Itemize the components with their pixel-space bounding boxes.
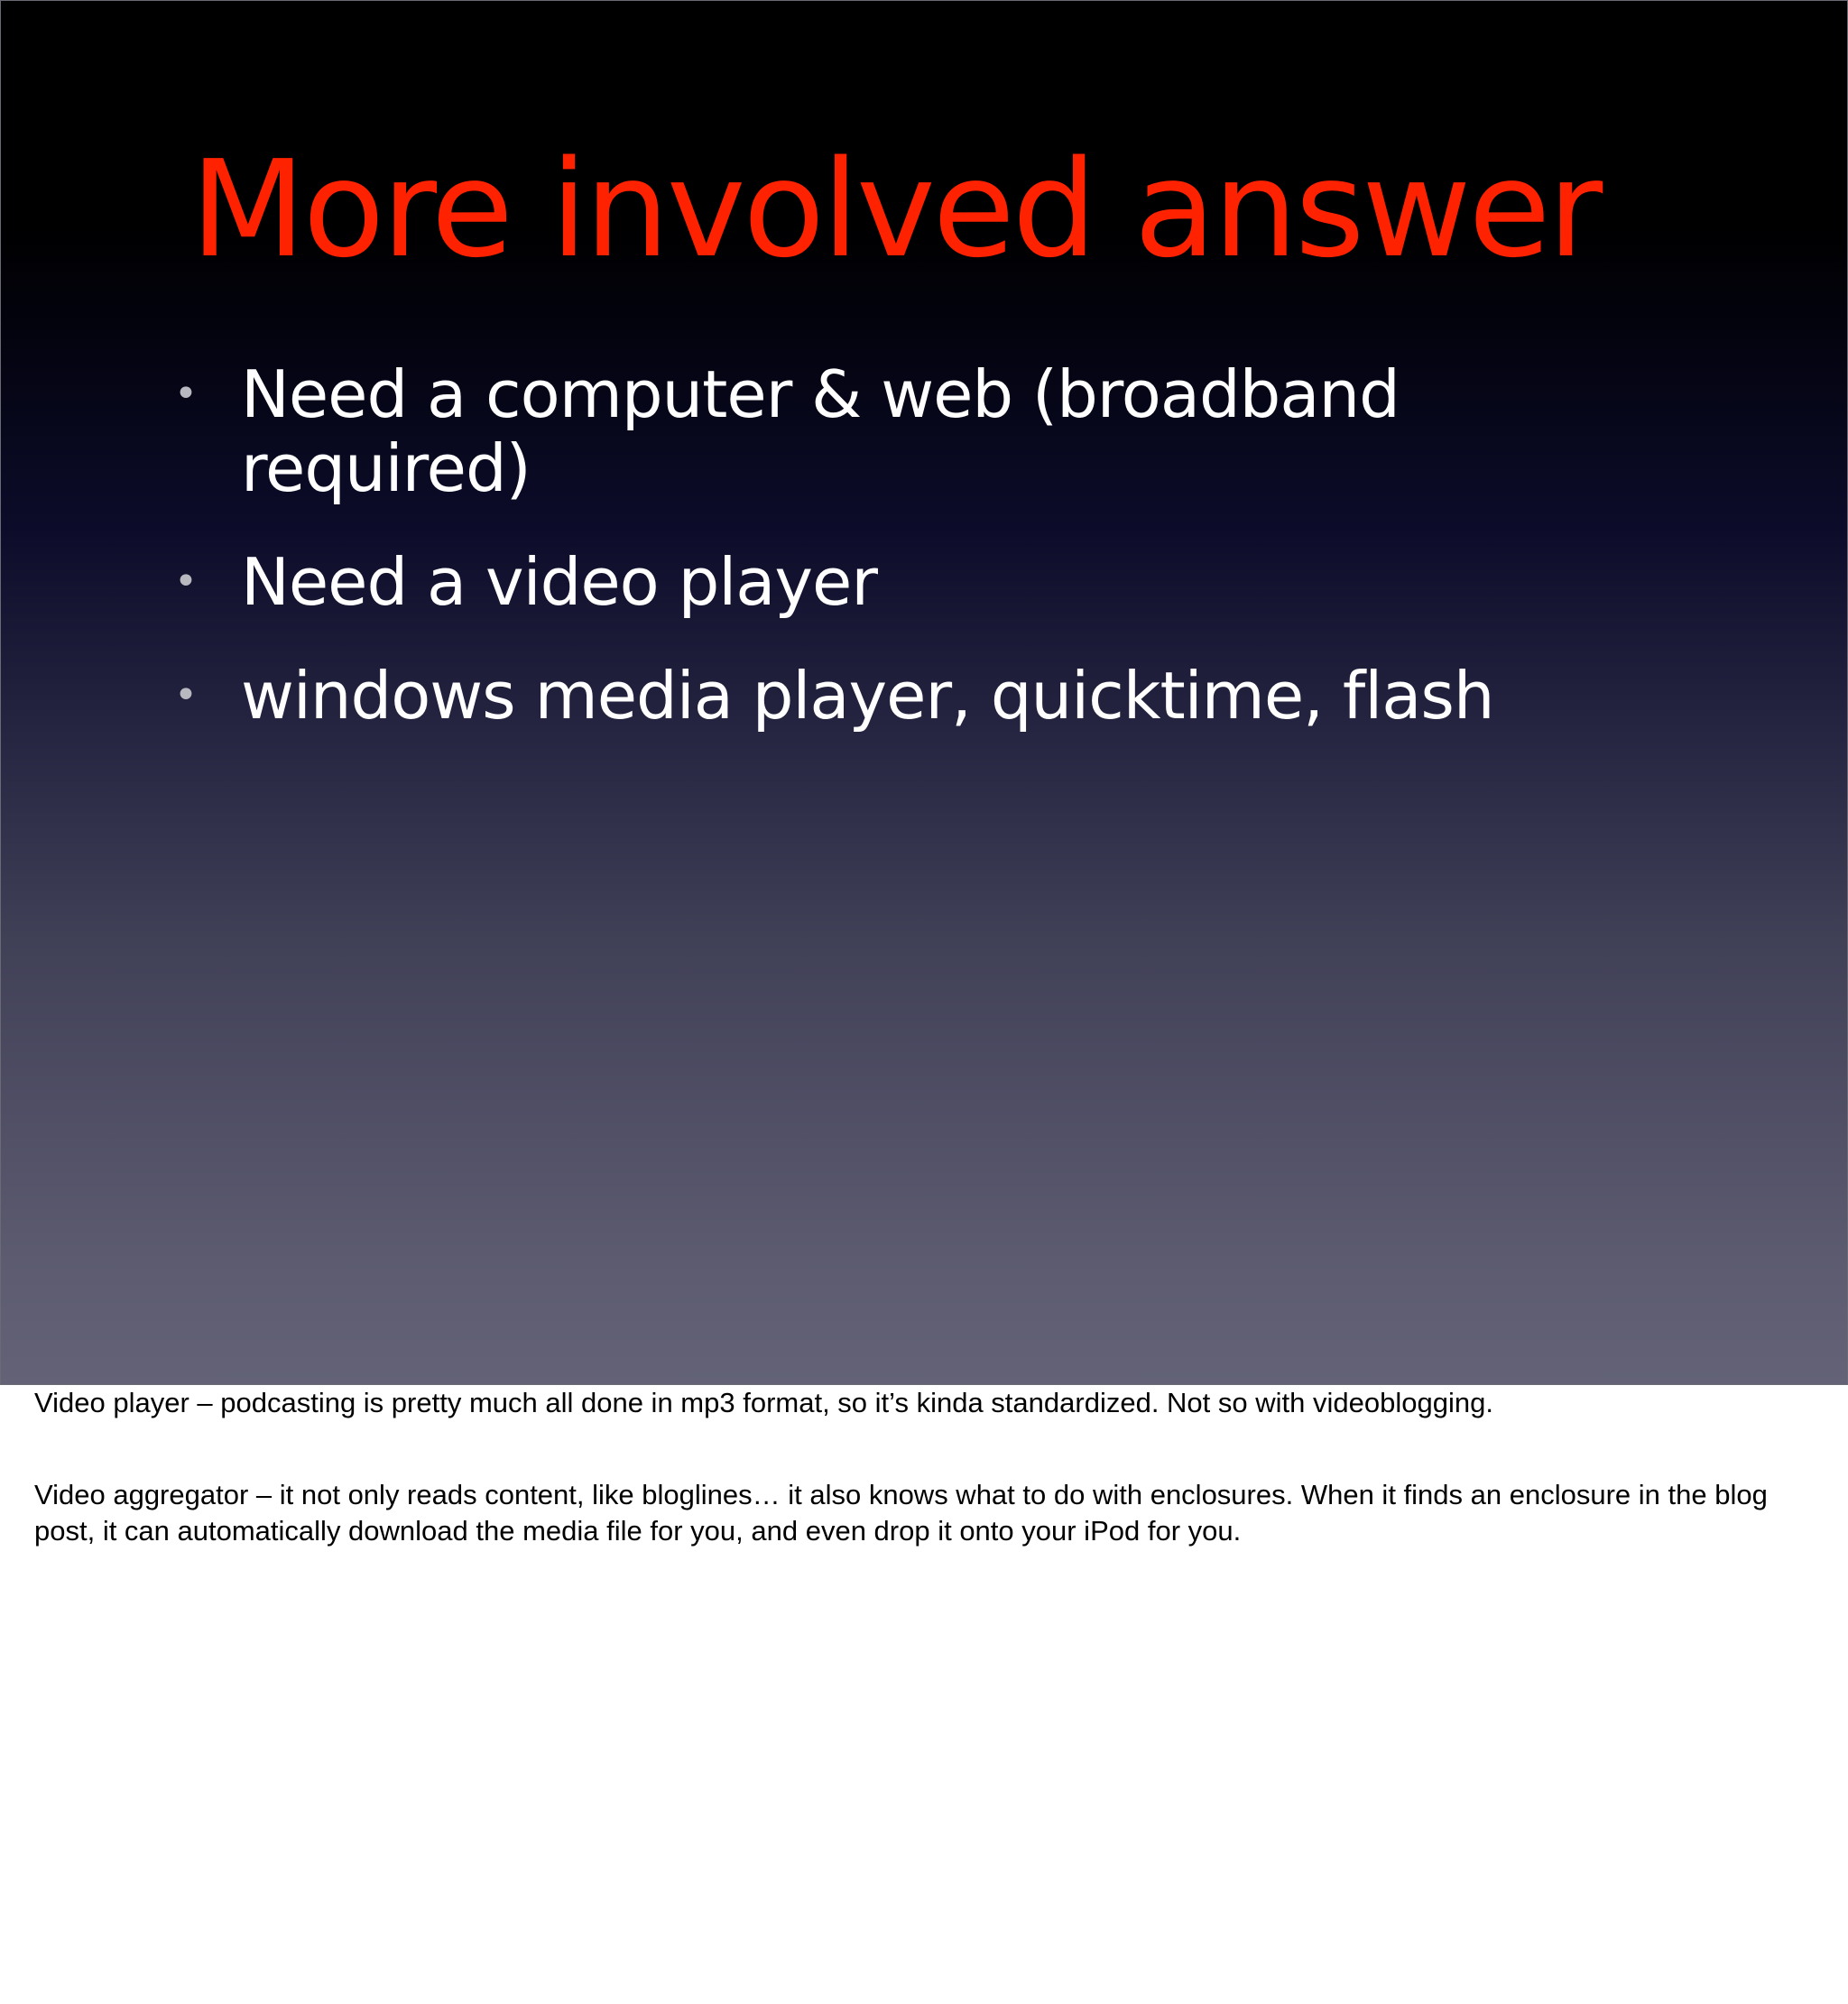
bullet-text: windows media player, quicktime, flash — [241, 658, 1494, 734]
slide-title: More involved answer — [190, 132, 1601, 287]
bullet-text: Need a computer & web (broadband required) — [241, 356, 1400, 506]
note-paragraph: Video aggregator – it not only reads content, like bloglines… it also knows what to do with enclosures. When it finds an enclosure in the blog post, it can automatically download the media file for you, and even drop it onto your iPod for you. — [34, 1479, 1768, 1547]
bullet-list — [172, 357, 1526, 772]
bullet-icon: • — [174, 371, 197, 417]
bullet-icon: • — [174, 559, 197, 605]
bullet-text: Need a video player — [241, 544, 877, 620]
speaker-notes — [34, 1385, 1821, 1605]
bullet-icon: • — [174, 672, 197, 718]
bullet-item — [172, 659, 1526, 733]
bullet-item — [172, 545, 1526, 619]
note-paragraph: Video player – podcasting is pretty much all done in mp3 format, so it’s kinda standardized. Not so with videoblogging. — [34, 1387, 1493, 1418]
bullet-item — [172, 357, 1526, 505]
